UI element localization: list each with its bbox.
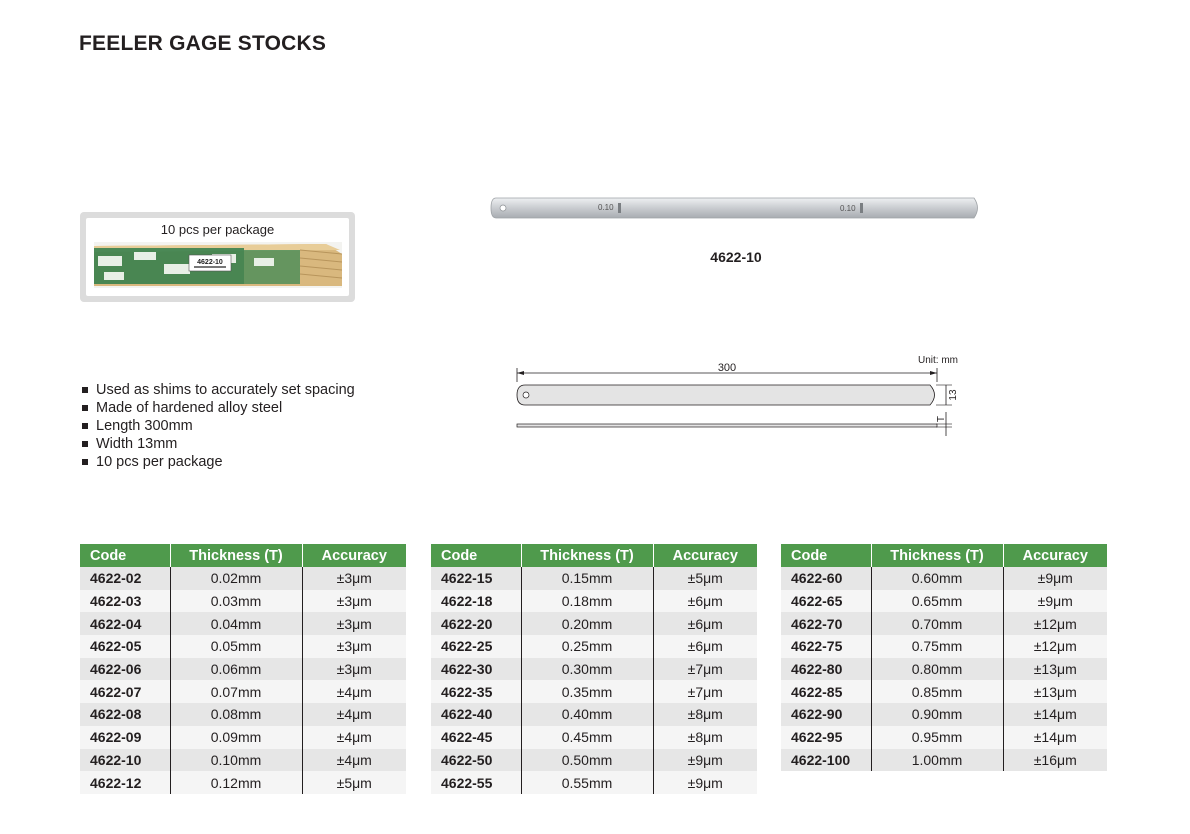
cell-thickness: 0.70mm (871, 612, 1003, 635)
cell-thickness: 0.18mm (521, 590, 653, 613)
cell-thickness: 0.45mm (521, 726, 653, 749)
cell-accuracy: ±8μm (653, 726, 757, 749)
table-row (431, 658, 757, 681)
header-thickness: Thickness (T) (521, 544, 653, 567)
cell-code: 4622-30 (431, 658, 521, 681)
cell-accuracy: ±5μm (302, 771, 406, 794)
cell-code: 4622-06 (80, 658, 170, 681)
package-photo (94, 242, 342, 288)
cell-thickness: 0.90mm (871, 703, 1003, 726)
cell-accuracy: ±13μm (1003, 658, 1107, 681)
cell-accuracy: ±3μm (302, 590, 406, 613)
cell-code: 4622-100 (781, 749, 871, 772)
cell-accuracy: ±9μm (1003, 590, 1107, 613)
cell-code: 4622-12 (80, 771, 170, 794)
table-row (781, 703, 1107, 726)
cell-code: 4622-20 (431, 612, 521, 635)
table-row (431, 567, 757, 590)
cell-accuracy: ±7μm (653, 680, 757, 703)
cell-thickness: 0.02mm (170, 567, 302, 590)
package-caption: 10 pcs per package (160, 222, 275, 237)
table-header-row (431, 544, 757, 567)
package-photo-frame (80, 212, 355, 302)
header-code: Code (80, 544, 170, 567)
cell-accuracy: ±5μm (653, 567, 757, 590)
table-row (781, 567, 1107, 590)
cell-accuracy: ±14μm (1003, 726, 1107, 749)
feature-item (80, 399, 355, 417)
table-row (80, 703, 406, 726)
thickness-dimension: T (936, 415, 947, 423)
bullet-icon (82, 423, 88, 429)
cell-code: 4622-15 (431, 567, 521, 590)
package-photo-inner (86, 218, 349, 296)
cell-thickness: 0.05mm (170, 635, 302, 658)
table-row (431, 749, 757, 772)
table-row (781, 680, 1107, 703)
cell-thickness: 0.12mm (170, 771, 302, 794)
cell-code: 4622-70 (781, 612, 871, 635)
spec-table-3 (781, 544, 1107, 771)
cell-accuracy: ±8μm (653, 703, 757, 726)
table-row (80, 612, 406, 635)
technical-drawing (512, 348, 962, 440)
table-row (80, 680, 406, 703)
cell-accuracy: ±6μm (653, 612, 757, 635)
cell-accuracy: ±4μm (302, 749, 406, 772)
cell-thickness: 0.55mm (521, 771, 653, 794)
table-row (431, 771, 757, 794)
table-row (781, 749, 1107, 772)
strip-photo (490, 197, 982, 219)
header-code: Code (781, 544, 871, 567)
table-row (431, 726, 757, 749)
cell-thickness: 0.03mm (170, 590, 302, 613)
cell-thickness: 0.35mm (521, 680, 653, 703)
table-row (781, 635, 1107, 658)
feature-item (80, 381, 355, 399)
table-row (431, 590, 757, 613)
cell-code: 4622-25 (431, 635, 521, 658)
header-thickness: Thickness (T) (871, 544, 1003, 567)
cell-code: 4622-02 (80, 567, 170, 590)
cell-code: 4622-10 (80, 749, 170, 772)
cell-thickness: 0.40mm (521, 703, 653, 726)
cell-thickness: 0.25mm (521, 635, 653, 658)
cell-accuracy: ±14μm (1003, 703, 1107, 726)
cell-thickness: 0.30mm (521, 658, 653, 681)
cell-thickness: 0.60mm (871, 567, 1003, 590)
table-header-row (80, 544, 406, 567)
cell-thickness: 0.07mm (170, 680, 302, 703)
cell-accuracy: ±3μm (302, 658, 406, 681)
cell-code: 4622-35 (431, 680, 521, 703)
table-row (431, 635, 757, 658)
bullet-icon (82, 459, 88, 465)
cell-thickness: 0.06mm (170, 658, 302, 681)
cell-thickness: 0.65mm (871, 590, 1003, 613)
table-row (80, 590, 406, 613)
cell-code: 4622-04 (80, 612, 170, 635)
feature-text: 10 pcs per package (96, 454, 223, 470)
cell-thickness: 0.95mm (871, 726, 1003, 749)
table-row (80, 771, 406, 794)
cell-accuracy: ±4μm (302, 680, 406, 703)
cell-thickness: 0.20mm (521, 612, 653, 635)
feature-text: Length 300mm (96, 418, 193, 434)
table-row (80, 635, 406, 658)
table-row (431, 703, 757, 726)
cell-code: 4622-09 (80, 726, 170, 749)
bullet-icon (82, 405, 88, 411)
cell-code: 4622-75 (781, 635, 871, 658)
length-dimension: 300 (717, 362, 737, 374)
feature-text: Used as shims to accurately set spacing (96, 382, 355, 398)
page-title: FEELER GAGE STOCKS (79, 32, 327, 55)
table-header-row (781, 544, 1107, 567)
table-row (781, 726, 1107, 749)
cell-code: 4622-18 (431, 590, 521, 613)
table-row (781, 590, 1107, 613)
feature-item (80, 417, 355, 435)
cell-accuracy: ±6μm (653, 635, 757, 658)
cell-thickness: 0.09mm (170, 726, 302, 749)
cell-code: 4622-50 (431, 749, 521, 772)
cell-code: 4622-60 (781, 567, 871, 590)
header-accuracy: Accuracy (653, 544, 757, 567)
cell-code: 4622-65 (781, 590, 871, 613)
cell-accuracy: ±16μm (1003, 749, 1107, 772)
cell-accuracy: ±3μm (302, 612, 406, 635)
cell-accuracy: ±13μm (1003, 680, 1107, 703)
unit-label: Unit: mm (918, 355, 958, 366)
table-row (431, 612, 757, 635)
cell-thickness: 0.10mm (170, 749, 302, 772)
table-row (781, 612, 1107, 635)
package-label-text: 4622-10 (197, 259, 223, 266)
header-accuracy: Accuracy (1003, 544, 1107, 567)
cell-thickness: 0.15mm (521, 567, 653, 590)
cell-code: 4622-07 (80, 680, 170, 703)
header-accuracy: Accuracy (302, 544, 406, 567)
cell-accuracy: ±9μm (653, 771, 757, 794)
cell-accuracy: ±3μm (302, 635, 406, 658)
cell-accuracy: ±4μm (302, 703, 406, 726)
cell-thickness: 1.00mm (871, 749, 1003, 772)
table-row (431, 680, 757, 703)
cell-thickness: 0.75mm (871, 635, 1003, 658)
table-row (781, 658, 1107, 681)
feature-text: Made of hardened alloy steel (96, 400, 283, 416)
width-dimension: 13 (948, 389, 959, 401)
strip-marking-left: 0.10 (598, 203, 614, 212)
cell-thickness: 0.04mm (170, 612, 302, 635)
cell-code: 4622-55 (431, 771, 521, 794)
cell-accuracy: ±9μm (1003, 567, 1107, 590)
cell-code: 4622-40 (431, 703, 521, 726)
bullet-icon (82, 387, 88, 393)
cell-accuracy: ±12μm (1003, 612, 1107, 635)
feature-item (80, 435, 355, 453)
header-thickness: Thickness (T) (170, 544, 302, 567)
cell-code: 4622-90 (781, 703, 871, 726)
bullet-icon (82, 441, 88, 447)
cell-thickness: 0.08mm (170, 703, 302, 726)
cell-accuracy: ±3μm (302, 567, 406, 590)
feature-list (80, 381, 355, 471)
cell-code: 4622-03 (80, 590, 170, 613)
package-image (94, 242, 342, 288)
cell-code: 4622-45 (431, 726, 521, 749)
feature-item (80, 453, 355, 471)
cell-accuracy: ±9μm (653, 749, 757, 772)
cell-code: 4622-05 (80, 635, 170, 658)
product-code-label: 4622-10 (710, 249, 762, 265)
cell-code: 4622-80 (781, 658, 871, 681)
cell-code: 4622-95 (781, 726, 871, 749)
table-row (80, 658, 406, 681)
cell-thickness: 0.50mm (521, 749, 653, 772)
cell-code: 4622-85 (781, 680, 871, 703)
cell-code: 4622-08 (80, 703, 170, 726)
header-code: Code (431, 544, 521, 567)
strip-marking-right: 0.10 (840, 204, 856, 213)
cell-accuracy: ±6μm (653, 590, 757, 613)
cell-thickness: 0.80mm (871, 658, 1003, 681)
cell-accuracy: ±7μm (653, 658, 757, 681)
table-row (80, 726, 406, 749)
cell-accuracy: ±4μm (302, 726, 406, 749)
table-row (80, 567, 406, 590)
feature-text: Width 13mm (96, 436, 178, 452)
table-row (80, 749, 406, 772)
cell-thickness: 0.85mm (871, 680, 1003, 703)
spec-table-1 (80, 544, 406, 794)
cell-accuracy: ±12μm (1003, 635, 1107, 658)
spec-table-2 (431, 544, 757, 794)
